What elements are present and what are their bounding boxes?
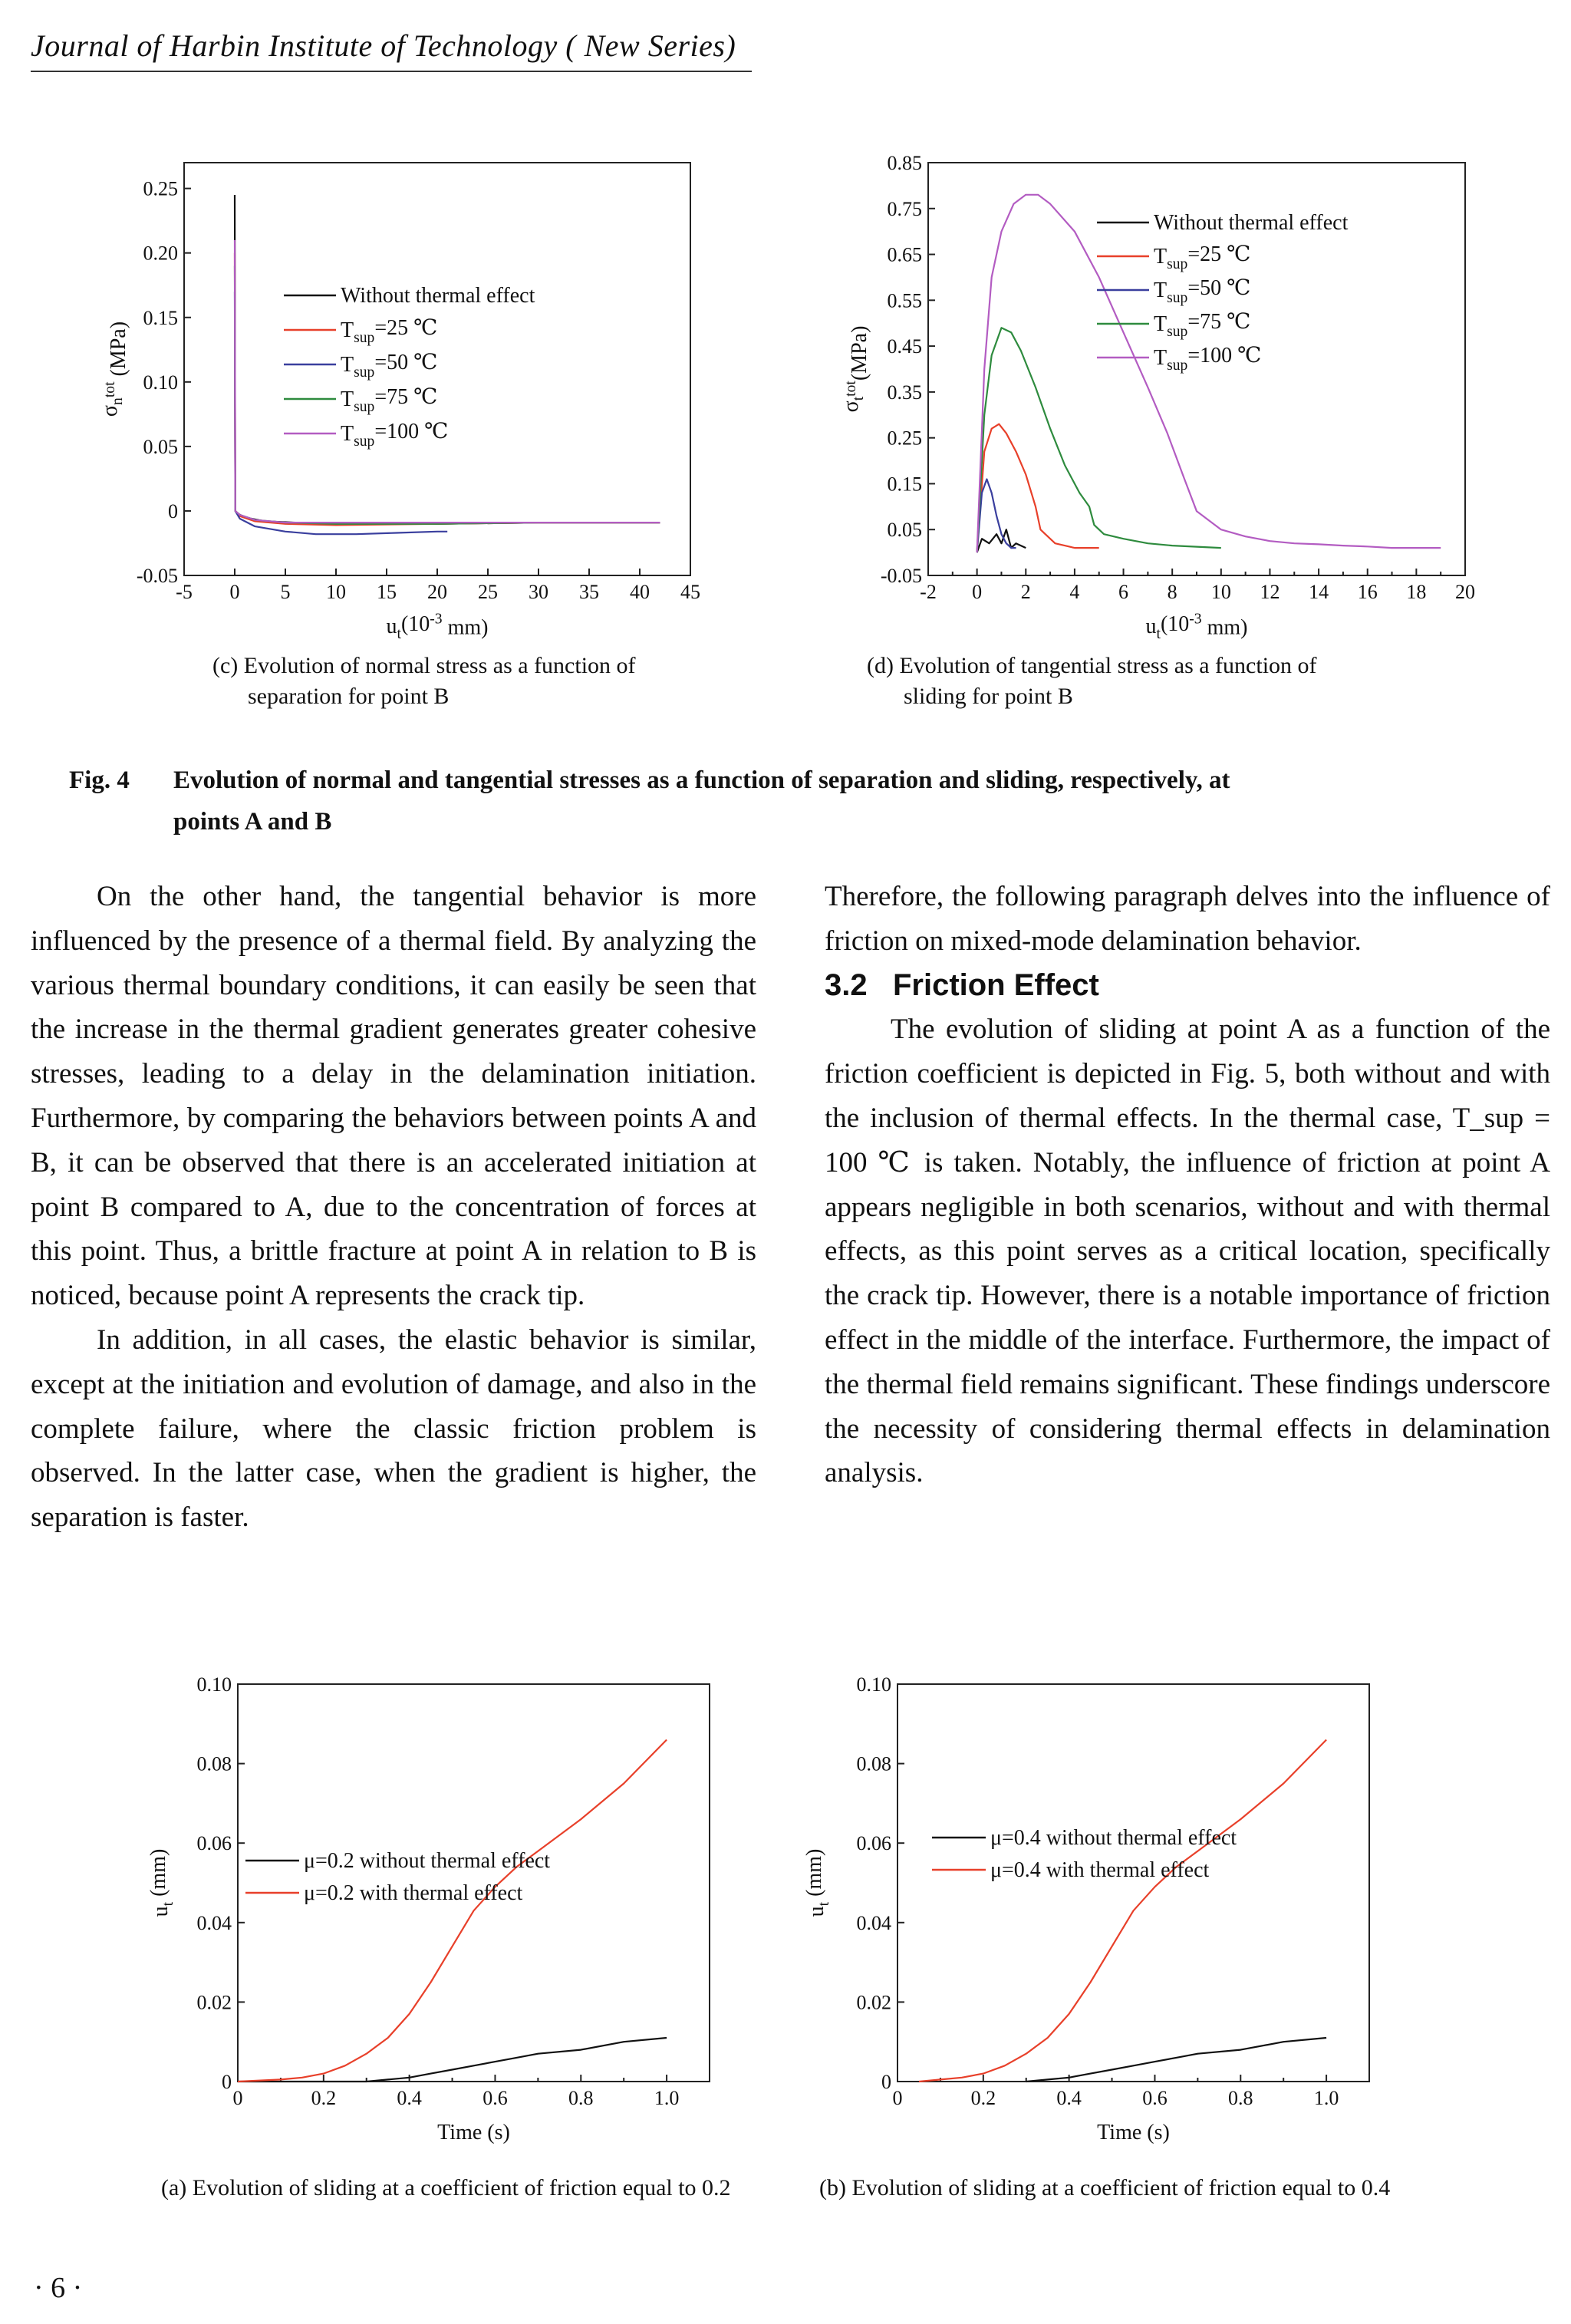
y-tick-label: 0.08: [196, 1752, 232, 1775]
legend-label: $T_{sup}=100$ ℃: [1154, 344, 1262, 374]
x-tick-label: 40: [630, 581, 650, 603]
x-tick-label: 2: [1020, 581, 1031, 603]
y-tick-label: -0.05: [880, 565, 922, 587]
y-tick-label: 0.10: [856, 1673, 891, 1696]
series-line: [1026, 2038, 1326, 2082]
y-tick-label: 0.55: [887, 289, 922, 312]
x-tick-label: 1.0: [654, 2087, 680, 2109]
y-tick-label: 0.25: [143, 177, 178, 200]
y-tick-label: 0.35: [887, 381, 922, 404]
y-tick-label: 0.25: [887, 427, 922, 450]
legend-label: μ=0.4 without thermal effect: [990, 1826, 1237, 1850]
section-title: Friction Effect: [892, 968, 1099, 1002]
plot-frame: [897, 1684, 1369, 2082]
y-tick-label: 0.04: [856, 1911, 891, 1934]
x-tick-label: 4: [1069, 581, 1080, 603]
section-number: 3.2: [825, 968, 868, 1002]
x-tick-label: 1.0: [1313, 2087, 1339, 2109]
legend-label: $T_{sup}=75$ ℃: [1154, 310, 1251, 340]
figure-4-caption-line1: Evolution of normal and tangential stresses as a function of separation and sliding, respectively, at: [173, 766, 1230, 794]
y-tick-label: 0.05: [143, 435, 178, 458]
x-tick-label: 0.2: [970, 2087, 996, 2109]
x-tick-label: -5: [176, 581, 193, 603]
x-tick-label: 15: [377, 581, 397, 603]
y-axis-label: $\sigma_n^{tot}$ (MPa): [98, 321, 131, 417]
caption-fig4c-line2: separation for point B: [248, 684, 450, 709]
left-column: [31, 875, 756, 1540]
x-tick-label: 0.6: [1142, 2087, 1168, 2109]
x-tick-label: 12: [1260, 581, 1280, 603]
right-paragraph-2: The evolution of sliding at point A as a function of the friction coefficient is depicted in Fig. 5, both without and with the inclusion of thermal effects. In the thermal case, T_sup = 100 ℃ is taken. Notably, the influence of friction at point A appears negligible in both scenarios, without and with thermal effects, as this point serves as a critical location, specifically the crack tip. However, there is a notable importance of friction effect in the middle of the interface. Furthermore, the impact of the thermal field remains significant. These findings underscore the necessity of considering thermal effects in delamination analysis.: [825, 1014, 1550, 1489]
x-tick-label: 0: [232, 2087, 243, 2109]
chart-fig4c: [77, 153, 767, 642]
x-tick-label: 10: [1210, 581, 1231, 603]
legend-label: $T_{sup}=75$ ℃: [341, 385, 438, 415]
right-paragraph-1: Therefore, the following paragraph delves into the influence of friction on mixed-mode delamination behavior.: [825, 881, 1550, 957]
x-axis-label: $u_t(10^{-3}$ mm): [386, 611, 489, 642]
legend-label: $T_{sup}=100$ ℃: [341, 420, 449, 450]
x-axis-label: Time (s): [1097, 2121, 1170, 2144]
caption-fig5a: (a) Evolution of sliding at a coefficient of friction equal to 0.2: [161, 2175, 731, 2200]
x-tick-label: 5: [280, 581, 291, 603]
x-axis-label: $u_t(10^{-3}$ mm): [1145, 611, 1248, 642]
series-line: [235, 240, 660, 522]
x-tick-label: 18: [1406, 581, 1427, 603]
x-tick-label: 16: [1357, 581, 1378, 603]
x-tick-label: 14: [1309, 581, 1329, 603]
x-tick-label: 0.8: [568, 2087, 594, 2109]
x-tick-label: 0.4: [397, 2087, 422, 2109]
x-tick-label: 0: [972, 581, 983, 603]
y-tick-label: 0.06: [196, 1832, 232, 1855]
figure-4-caption-line2: points A and B: [173, 808, 332, 836]
legend-label: $T_{sup}=25$ ℃: [1154, 242, 1251, 272]
y-tick-label: -0.05: [136, 565, 178, 587]
chart-fig5a: [138, 1673, 767, 2183]
series-line: [919, 1740, 1326, 2082]
legend-label: μ=0.2 with thermal effect: [304, 1881, 523, 1905]
figure-4-label: Fig. 4: [69, 766, 130, 794]
x-tick-label: 0.4: [1056, 2087, 1082, 2109]
caption-fig4c: [212, 651, 636, 712]
y-tick-label: 0: [168, 499, 178, 522]
x-tick-label: -2: [920, 581, 937, 603]
x-tick-label: 10: [326, 581, 346, 603]
legend-label: $T_{sup}=50$ ℃: [1154, 276, 1251, 306]
y-tick-label: 0.04: [196, 1911, 232, 1934]
x-tick-label: 6: [1118, 581, 1129, 603]
y-axis-label: $\sigma_t^{tot}(MPa)$: [839, 325, 872, 413]
y-tick-label: 0.02: [856, 1991, 891, 2014]
x-tick-label: 0.8: [1228, 2087, 1253, 2109]
x-tick-label: 45: [680, 581, 700, 603]
x-tick-label: 0.2: [311, 2087, 337, 2109]
x-tick-label: 30: [529, 581, 548, 603]
legend-label: μ=0.2 without thermal effect: [304, 1849, 551, 1873]
y-tick-label: 0.06: [856, 1832, 891, 1855]
left-paragraph-2: In addition, in all cases, the elastic behavior is similar, except at the initiation and evolution of damage, and also in the complete failure, where the classic friction problem is observed. In the latter case, when the gradient is higher, the separation is faster.: [31, 1324, 756, 1534]
y-tick-label: 0.65: [887, 243, 922, 266]
page-number: · 6 ·: [34, 2272, 83, 2304]
y-tick-label: 0: [881, 2071, 891, 2093]
y-tick-label: 0.20: [143, 242, 178, 265]
series-line: [235, 195, 660, 524]
y-tick-label: 0.08: [856, 1752, 891, 1775]
legend-label: $T_{sup}=50$ ℃: [341, 351, 438, 381]
series-line: [238, 2038, 667, 2082]
y-tick-label: 0.75: [887, 197, 922, 220]
y-tick-label: 0.02: [196, 1991, 232, 2014]
series-line: [977, 424, 1099, 552]
x-tick-label: 20: [1455, 581, 1475, 603]
journal-header: Journal of Harbin Institute of Technology ( New Series): [31, 28, 736, 63]
y-tick-label: 0.15: [887, 473, 922, 496]
x-tick-label: 0: [229, 581, 240, 603]
legend-label: Without thermal effect: [1154, 211, 1349, 235]
legend-label: Without thermal effect: [341, 284, 535, 308]
x-tick-label: 0: [892, 2087, 903, 2109]
y-tick-label: 0: [222, 2071, 232, 2093]
y-tick-label: 0.85: [887, 152, 922, 174]
caption-fig4d: [867, 651, 1317, 712]
y-tick-label: 0.10: [143, 371, 178, 394]
caption-fig5b: (b) Evolution of sliding at a coefficient of friction equal to 0.4: [819, 2175, 1391, 2200]
caption-fig4c-line1: (c) Evolution of normal stress as a function of: [212, 653, 636, 678]
x-tick-label: 35: [579, 581, 599, 603]
series-line: [238, 1740, 667, 2082]
x-tick-label: 0.6: [482, 2087, 508, 2109]
y-axis-label: $u_t$ (mm): [147, 1848, 176, 1917]
caption-fig4d-line1: (d) Evolution of tangential stress as a function of: [867, 653, 1317, 678]
right-column: [825, 875, 1550, 1495]
legend-label: $T_{sup}=25$ ℃: [341, 316, 438, 346]
chart-fig4d: [839, 152, 1534, 642]
figure-4-caption: [69, 760, 1527, 842]
legend-label: μ=0.4 with thermal effect: [990, 1858, 1210, 1882]
y-tick-label: 0.15: [143, 306, 178, 329]
caption-fig4d-line2: sliding for point B: [904, 684, 1073, 709]
y-tick-label: 0.10: [196, 1673, 232, 1696]
x-axis-label: Time (s): [437, 2121, 510, 2144]
y-tick-label: 0.45: [887, 335, 922, 358]
x-tick-label: 20: [427, 581, 447, 603]
left-paragraph-1: On the other hand, the tangential behavior is more influenced by the presence of a thermal field. By analyzing the various thermal boundary conditions, it can easily be seen that the increase in the thermal gradient generates greater cohesive stresses, leading to a delay in the delamination initiation. Furthermore, by comparing the behaviors between points A and B, it can be observed that there is an accelerated initiation at point B compared to A, due to the concentration of forces at this point. Thus, a brittle fracture at point A in relation to B is noticed, because point A represents the crack tip.: [31, 881, 756, 1312]
section-heading: [825, 964, 1550, 1008]
header-rule: [31, 71, 752, 72]
y-axis-label: $u_t$ (mm): [802, 1848, 832, 1917]
x-tick-label: 8: [1167, 581, 1177, 603]
x-tick-label: 25: [478, 581, 498, 603]
chart-fig5b: [794, 1673, 1423, 2183]
y-tick-label: 0.05: [887, 519, 922, 542]
